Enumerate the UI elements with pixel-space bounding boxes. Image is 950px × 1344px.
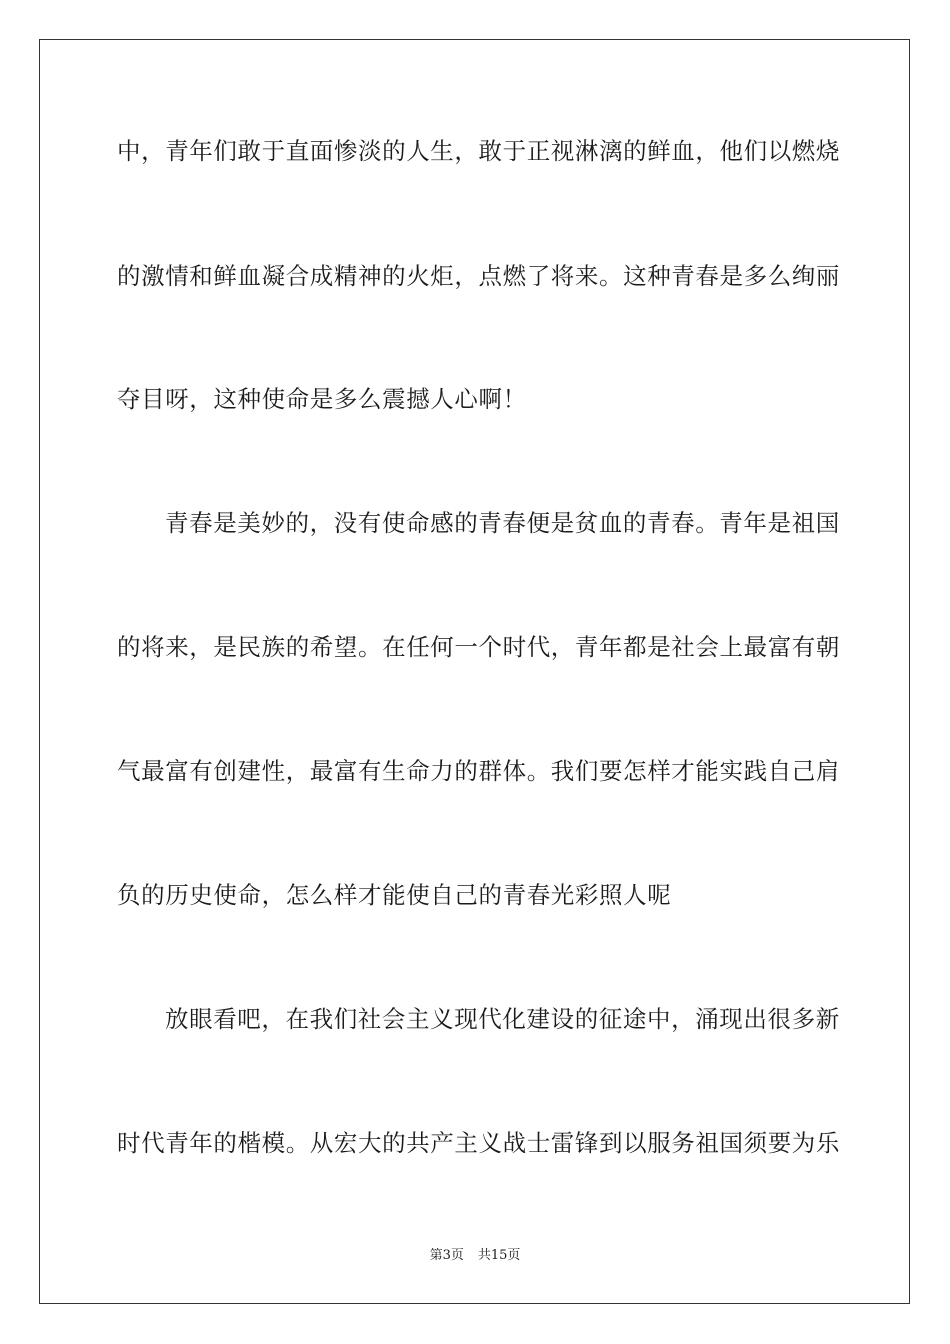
text-line-5: 的将来，是民族的希望。在任何一个时代，青年都是社会上最富有朝 [117,633,840,661]
total-pages: 共15页 [477,1248,521,1263]
page-border [39,39,910,1304]
page-number: 第3页 [429,1248,464,1263]
text-line-9: 时代青年的楷模。从宏大的共产主义战士雷锋到以服务祖国须要为乐 [117,1129,840,1157]
text-line-6: 气最富有创建性，最富有生命力的群体。我们要怎样才能实践自己肩 [117,757,840,785]
text-line-2: 的激情和鲜血凝合成精神的火炬，点燃了将来。这种青春是多么绚丽 [117,262,840,290]
paragraph-start-line-4: 青春是美妙的，没有使命感的青春便是贫血的青春。青年是祖国 [165,509,840,537]
paragraph-start-line-8: 放眼看吧，在我们社会主义现代化建设的征途中，涌现出很多新 [165,1005,840,1033]
text-line-1: 中，青年们敢于直面惨淡的人生，敢于正视淋漓的鲜血，他们以燃烧 [117,137,840,165]
text-line-3: 夺目呀，这种使命是多么震撼人心啊！ [117,385,527,413]
page-footer [0,1247,950,1265]
text-line-7: 负的历史使命，怎么样才能使自己的青春光彩照人呢 [117,881,672,909]
